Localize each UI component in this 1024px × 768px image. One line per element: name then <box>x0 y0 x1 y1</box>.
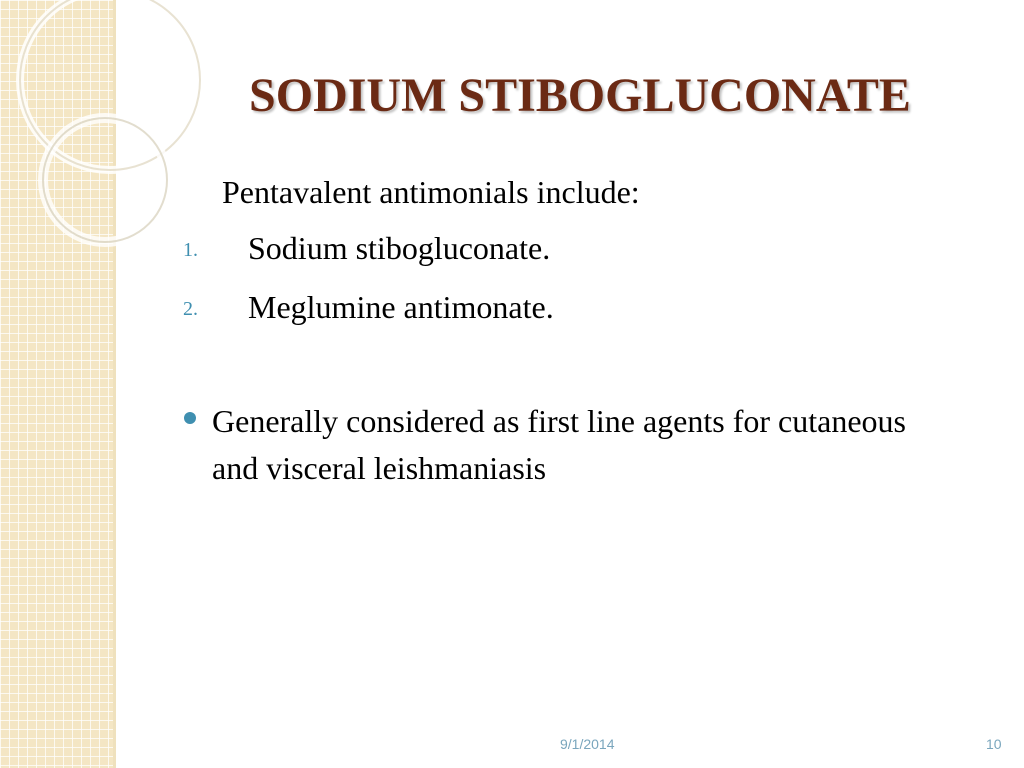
item-text: Meglumine antimonate. <box>248 289 554 325</box>
item-text: Sodium stibogluconate. <box>248 230 551 266</box>
item-number: 1. <box>183 239 198 261</box>
decorative-rings <box>0 0 200 300</box>
bullet-dot-icon <box>184 412 196 424</box>
slide-title: SODIUM STIBOGLUCONATE <box>249 69 911 122</box>
footer-page-number: 10 <box>986 736 1002 752</box>
footer-date: 9/1/2014 <box>560 736 615 752</box>
bullet-text: Generally considered as first line agents for cutaneous and visceral leishmaniasis <box>212 403 906 486</box>
item-number: 2. <box>183 298 198 320</box>
lower-ring-shade <box>43 118 167 242</box>
intro-text: Pentavalent antimonials include: <box>222 174 640 210</box>
